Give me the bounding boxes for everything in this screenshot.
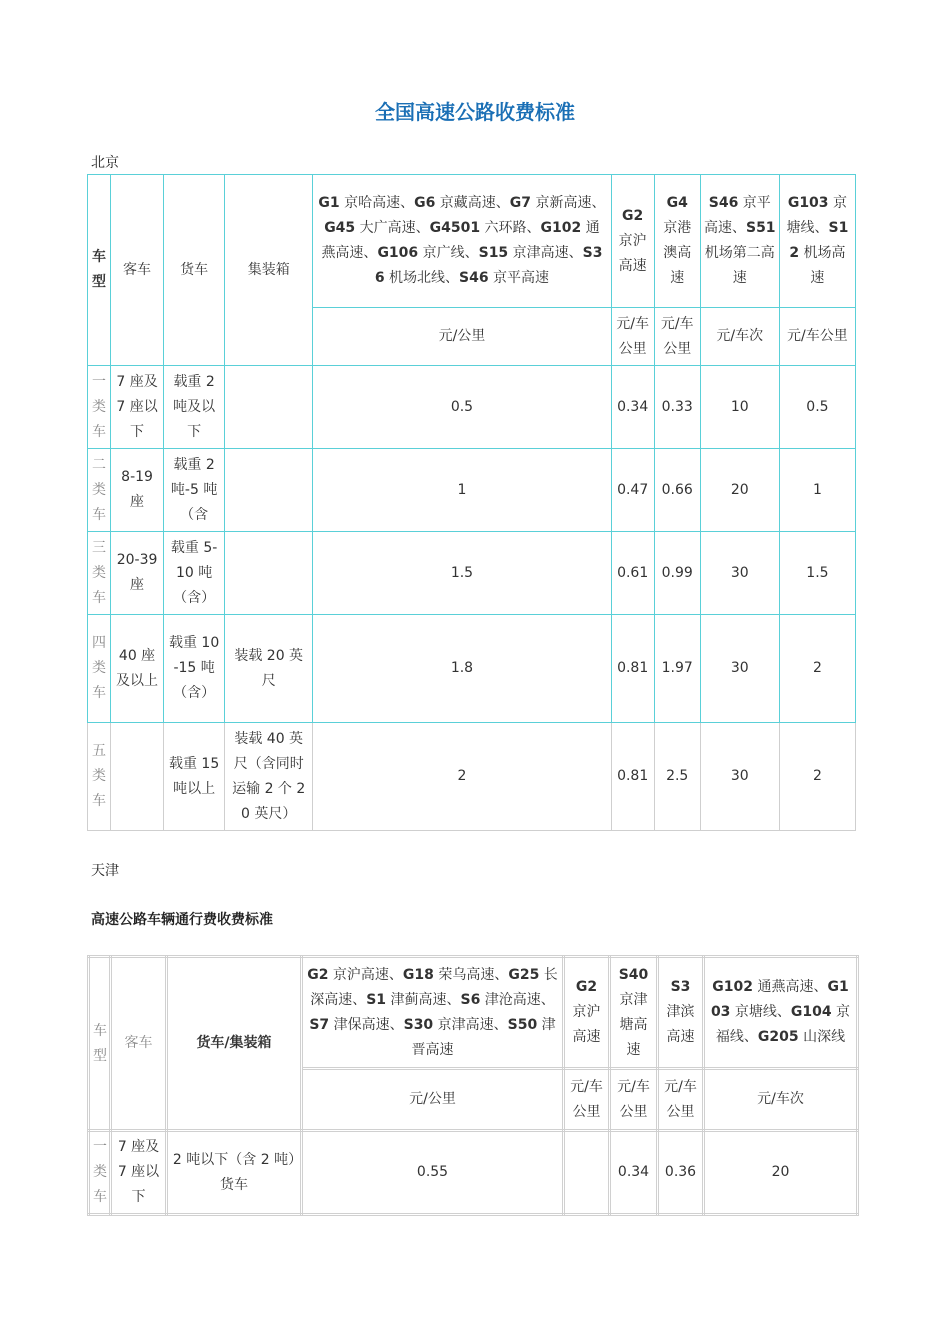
container-spec: 装载 20 英尺 bbox=[225, 615, 313, 723]
rate-cell: 1.8 bbox=[313, 615, 611, 723]
header-route-g4: G4 京港澳高速 bbox=[654, 175, 700, 308]
rate-cell: 0.36 bbox=[658, 1131, 704, 1215]
unit-cell: 元/车次 bbox=[700, 308, 779, 366]
rate-cell: 1 bbox=[779, 449, 855, 532]
header-passenger: 客车 bbox=[111, 957, 167, 1131]
vehicle-class: 五类车 bbox=[88, 723, 111, 831]
rate-cell: 0.81 bbox=[611, 723, 654, 831]
section-label-tianjin: 天津 bbox=[91, 863, 119, 879]
table-row bbox=[88, 723, 856, 831]
rate-cell: 30 bbox=[700, 723, 779, 831]
header-vehicle-type: 车型 bbox=[88, 175, 111, 366]
unit-cell: 元/车次 bbox=[704, 1069, 858, 1131]
page-title: 全国高速公路收费标准 bbox=[375, 100, 575, 124]
header-route-g103: G103 京塘线、S12 机场高速 bbox=[779, 175, 855, 308]
rate-cell: 1.97 bbox=[654, 615, 700, 723]
tianjin-toll-table bbox=[87, 955, 859, 1216]
unit-cell: 元/车公里 bbox=[610, 1069, 658, 1131]
container-spec: 装载 40 英尺（含同时运输 2 个 20 英尺） bbox=[225, 723, 313, 831]
unit-cell: 元/车公里 bbox=[611, 308, 654, 366]
truck-spec: 载重 5-10 吨（含） bbox=[164, 532, 225, 615]
rate-cell: 0.61 bbox=[611, 532, 654, 615]
vehicle-class: 二类车 bbox=[88, 449, 111, 532]
container-spec bbox=[225, 366, 313, 449]
passenger-spec: 7 座及 7 座以下 bbox=[111, 366, 164, 449]
rate-cell: 1 bbox=[313, 449, 611, 532]
rate-cell: 0.5 bbox=[313, 366, 611, 449]
unit-cell: 元/公里 bbox=[302, 1069, 564, 1131]
rate-cell: 0.55 bbox=[302, 1131, 564, 1215]
header-route-group-1: G1 京哈高速、G6 京藏高速、G7 京新高速、G45 大广高速、G4501 六环路、G102 通燕高速、G106 京广线、S15 京津高速、S36 机场北线、S46 京平高速 bbox=[313, 175, 611, 308]
rate-cell: 30 bbox=[700, 532, 779, 615]
rate-cell: 2.5 bbox=[654, 723, 700, 831]
rate-cell: 0.47 bbox=[611, 449, 654, 532]
header-route-g2: G2 京沪高速 bbox=[564, 957, 610, 1069]
rate-cell: 0.34 bbox=[610, 1131, 658, 1215]
rate-cell: 20 bbox=[700, 449, 779, 532]
rate-cell: 2 bbox=[313, 723, 611, 831]
header-container: 集装箱 bbox=[225, 175, 313, 366]
unit-cell: 元/车公里 bbox=[779, 308, 855, 366]
header-route-g2: G2 京沪高速 bbox=[611, 175, 654, 308]
rate-cell: 0.34 bbox=[611, 366, 654, 449]
unit-cell: 元/车公里 bbox=[564, 1069, 610, 1131]
header-passenger: 客车 bbox=[111, 175, 164, 366]
header-truck: 货车 bbox=[164, 175, 225, 366]
rate-cell: 2 bbox=[779, 615, 855, 723]
vehicle-class: 四类车 bbox=[88, 615, 111, 723]
rate-cell: 30 bbox=[700, 615, 779, 723]
table-row bbox=[88, 615, 856, 723]
table-row bbox=[88, 366, 856, 449]
vehicle-class: 一类车 bbox=[88, 366, 111, 449]
passenger-spec: 20-39 座 bbox=[111, 532, 164, 615]
beijing-header-row bbox=[88, 175, 856, 308]
section-subtitle-tianjin: 高速公路车辆通行费收费标准 bbox=[91, 912, 273, 928]
rate-cell: 1.5 bbox=[313, 532, 611, 615]
vehicle-class: 一类车 bbox=[89, 1131, 111, 1215]
rate-cell: 0.99 bbox=[654, 532, 700, 615]
header-route-g102: G102 通燕高速、G103 京塘线、G104 京福线、G205 山深线 bbox=[704, 957, 858, 1069]
rate-cell: 0.66 bbox=[654, 449, 700, 532]
header-vehicle-type: 车型 bbox=[89, 957, 111, 1131]
rate-cell bbox=[564, 1131, 610, 1215]
vehicle-class: 三类车 bbox=[88, 532, 111, 615]
container-spec bbox=[225, 532, 313, 615]
truck-spec: 载重 2 吨-5 吨（含 bbox=[164, 449, 225, 532]
truck-spec: 载重 15 吨以上 bbox=[164, 723, 225, 831]
tianjin-header-row bbox=[89, 957, 858, 1069]
beijing-toll-table bbox=[87, 174, 856, 831]
rate-cell: 20 bbox=[704, 1131, 858, 1215]
passenger-spec: 40 座及以上 bbox=[111, 615, 164, 723]
rate-cell: 10 bbox=[700, 366, 779, 449]
passenger-spec: 8-19 座 bbox=[111, 449, 164, 532]
truck-spec: 载重 10-15 吨（含） bbox=[164, 615, 225, 723]
header-route-group-1: G2 京沪高速、G18 荣乌高速、G25 长深高速、S1 津蓟高速、S6 津沧高速、S7 津保高速、S30 京津高速、S50 津晋高速 bbox=[302, 957, 564, 1069]
rate-cell: 1.5 bbox=[779, 532, 855, 615]
container-spec bbox=[225, 449, 313, 532]
rate-cell: 2 bbox=[779, 723, 855, 831]
passenger-spec bbox=[111, 723, 164, 831]
truck-spec: 载重 2 吨及以下 bbox=[164, 366, 225, 449]
truck-spec: 2 吨以下（含 2 吨）货车 bbox=[167, 1131, 302, 1215]
unit-cell: 元/车公里 bbox=[658, 1069, 704, 1131]
section-label-beijing: 北京 bbox=[91, 155, 119, 171]
header-route-s46: S46 京平高速、S51 机场第二高速 bbox=[700, 175, 779, 308]
header-truck-container: 货车/集装箱 bbox=[167, 957, 302, 1131]
header-route-s40: S40 京津塘高速 bbox=[610, 957, 658, 1069]
table-row bbox=[88, 449, 856, 532]
header-route-s3: S3 津滨高速 bbox=[658, 957, 704, 1069]
unit-cell: 元/车公里 bbox=[654, 308, 700, 366]
rate-cell: 0.33 bbox=[654, 366, 700, 449]
table-row bbox=[88, 532, 856, 615]
passenger-spec: 7 座及 7 座以下 bbox=[111, 1131, 167, 1215]
table-row bbox=[89, 1131, 858, 1215]
rate-cell: 0.81 bbox=[611, 615, 654, 723]
unit-cell: 元/公里 bbox=[313, 308, 611, 366]
rate-cell: 0.5 bbox=[779, 366, 855, 449]
